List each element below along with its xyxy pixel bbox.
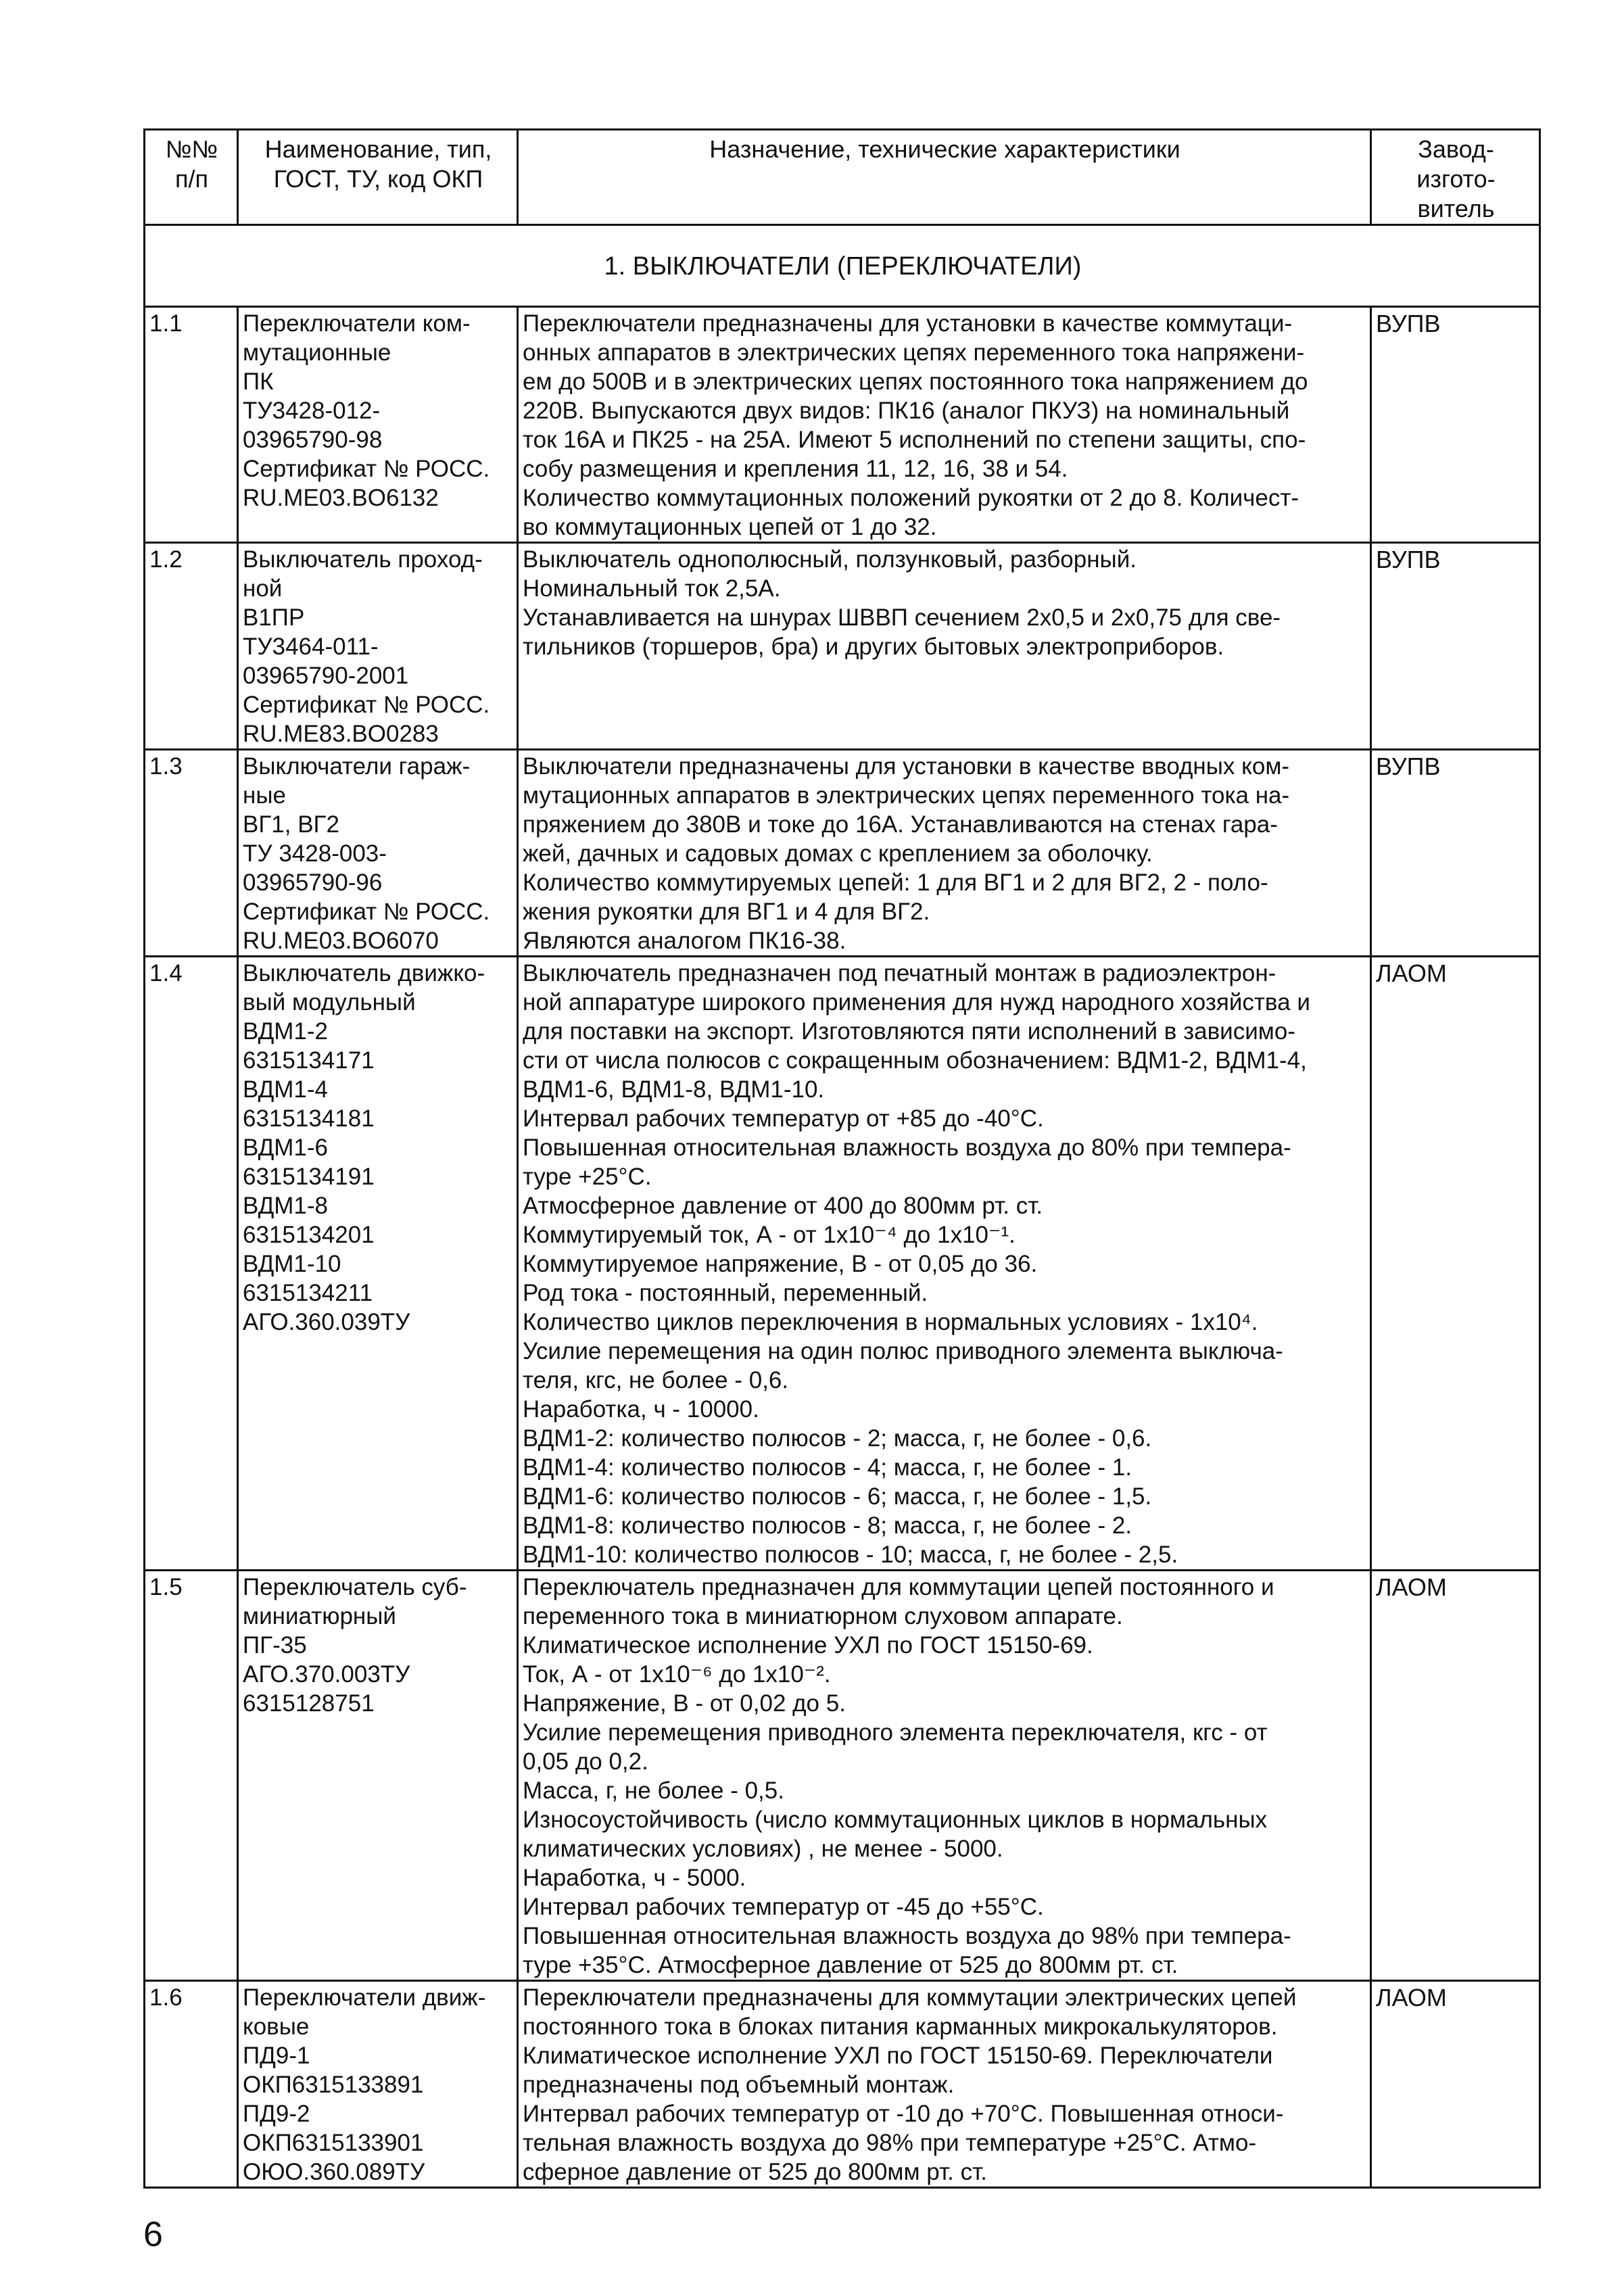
section-title: 1. ВЫКЛЮЧАТЕЛИ (ПЕРЕКЛЮЧАТЕЛИ) (145, 225, 1540, 307)
name-line: ТУ3464-011- (243, 634, 379, 660)
name-line: Переключатели ком- (243, 310, 471, 337)
row-description-cell (518, 957, 1371, 1571)
description-line: жей, дачных и садовых домах с креплением за оболочку. (523, 840, 1153, 867)
description-line: ВДМ1-10: количество полюсов - 10; масса, г, не более - 2,5. (523, 1542, 1178, 1568)
name-line: ВДМ1-2 (243, 1018, 329, 1045)
name-line: 6315134171 (243, 1047, 375, 1074)
name-line: мутационные (243, 339, 391, 366)
description-line: Повышенная относительная влажность воздуха до 98% при темпера- (523, 1923, 1291, 1949)
description-line: Коммутируемый ток, А - от 1х10⁻⁴ до 1х10⁻¹. (523, 1222, 1016, 1248)
row-name-cell (238, 1571, 518, 1981)
name-line: Переключатели движ- (243, 1984, 486, 2011)
name-line: Выключатель движко- (243, 960, 485, 986)
row-manufacturer: ЛАОМ (1371, 1571, 1540, 1981)
name-line: ВДМ1-4 (243, 1076, 329, 1103)
description-line: Наработка, ч - 10000. (523, 1396, 759, 1423)
name-line: Переключатель суб- (243, 1574, 467, 1600)
row-number: 1.4 (145, 957, 238, 1571)
row-description-cell (518, 543, 1371, 750)
row-manufacturer: ЛАОМ (1371, 957, 1540, 1571)
description-line: 220В. Выпускаются двух видов: ПК16 (аналог ПКУЗ) на номинальный (523, 398, 1290, 424)
name-line: 6315134181 (243, 1105, 375, 1132)
description-line: жения рукоятки для ВГ1 и 4 для ВГ2. (523, 899, 930, 925)
row-number: 1.2 (145, 543, 238, 750)
name-line: ВДМ1-10 (243, 1251, 341, 1277)
description-line: климатических условиях) , не менее - 5000. (523, 1836, 1003, 1862)
description-line: сферное давление от 525 до 800мм рт. ст. (523, 2159, 987, 2185)
row-number: 1.5 (145, 1571, 238, 1981)
description-line: мутационных аппаратов в электрических цепях переменного тока на- (523, 782, 1290, 809)
name-line: 6315134191 (243, 1164, 375, 1190)
description-line: Переключатели предназначены для установки в качестве коммутаци- (523, 310, 1293, 337)
name-line: ПК (243, 368, 274, 395)
description-line: постоянного тока в блоках питания карманных микрокалькуляторов. (523, 2013, 1278, 2040)
description-line: переменного тока в миниатюрном слуховом аппарате. (523, 1603, 1123, 1629)
description-line: Род тока - постоянный, переменный. (523, 1280, 928, 1306)
table-row (145, 1981, 1540, 2188)
description-line: ВДМ1-4: количество полюсов - 4; масса, г, не более - 1. (523, 1454, 1132, 1481)
table-row (145, 543, 1540, 750)
description-line: Выключатель однополюсный, ползунковый, разборный. (523, 546, 1137, 573)
description-line: собу размещения и крепления 11, 12, 16, 38 и 54. (523, 456, 1068, 482)
description-line: Напряжение, В - от 0,02 до 5. (523, 1690, 846, 1717)
name-line: ные (243, 782, 286, 809)
header-num: №№ п/п (145, 130, 238, 225)
description-line: туре +35°С. Атмосферное давление от 525 до 800мм рт. ст. (523, 1952, 1178, 1978)
row-manufacturer: ВУПВ (1371, 307, 1540, 543)
name-line: АГО.360.039ТУ (243, 1309, 410, 1335)
page-number: 6 (143, 2215, 163, 2254)
name-line: ПГ-35 (243, 1632, 307, 1658)
name-line: ОЮО.360.089ТУ (243, 2159, 425, 2185)
table-row (145, 1571, 1540, 1981)
description-line: теля, кгс, не более - 0,6. (523, 1367, 789, 1393)
table-row (145, 957, 1540, 1571)
row-number: 1.1 (145, 307, 238, 543)
name-line: В1ПР (243, 604, 305, 631)
description-line: онных аппаратов в электрических цепях переменного тока напряжени- (523, 339, 1305, 366)
description-line: Количество циклов переключения в нормальных условиях - 1х10⁴. (523, 1309, 1258, 1335)
table-row (145, 750, 1540, 957)
description-line: Являются аналогом ПК16-38. (523, 928, 846, 954)
description-line: тельная влажность воздуха до 98% при температуре +25°С. Атмо- (523, 2130, 1257, 2156)
description-line: сти от числа полюсов с сокращенным обозначением: ВДМ1-2, ВДМ1-4, (523, 1047, 1307, 1074)
name-line: ПД9-2 (243, 2101, 310, 2127)
row-manufacturer: ЛАОМ (1371, 1981, 1540, 2188)
row-number: 1.6 (145, 1981, 238, 2188)
description-line: Усилие перемещения приводного элемента переключателя, кгс - от (523, 1719, 1268, 1746)
section-row (145, 225, 1540, 307)
header-purpose: Назначение, технические характеристики (518, 130, 1371, 225)
row-name-cell (238, 750, 518, 957)
header-name: Наименование, тип, ГОСТ, ТУ, код ОКП (238, 130, 518, 225)
name-line: 6315134201 (243, 1222, 375, 1248)
name-line: Выключатель проход- (243, 546, 483, 573)
row-number: 1.3 (145, 750, 238, 957)
name-line: 6315134211 (243, 1280, 373, 1306)
description-line: ток 16А и ПК25 - на 25А. Имеют 5 исполнений по степени защиты, спо- (523, 427, 1306, 453)
row-name-cell (238, 307, 518, 543)
name-line: 03965790-96 (243, 869, 383, 896)
description-line: Переключатели предназначены для коммутации электрических цепей (523, 1984, 1297, 2011)
description-line: пряжением до 380В и токе до 16А. Устанавливаются на стенах гара- (523, 811, 1278, 838)
name-line: Выключатели гараж- (243, 753, 471, 780)
name-line: RU.ME03.BO6132 (243, 485, 439, 511)
document-page (143, 128, 1539, 2189)
description-line: Износоустойчивость (число коммутационных циклов в нормальных (523, 1807, 1268, 1833)
name-line: ТУ3428-012- (243, 398, 381, 424)
description-line: ВДМ1-2: количество полюсов - 2; масса, г, не более - 0,6. (523, 1425, 1152, 1452)
description-line: ной аппаратуре широкого применения для нужд народного хозяйства и (523, 989, 1310, 1016)
row-name-cell (238, 1981, 518, 2188)
description-line: Количество коммутируемых цепей: 1 для ВГ1 и 2 для ВГ2, 2 - поло- (523, 869, 1268, 896)
row-manufacturer: ВУПВ (1371, 543, 1540, 750)
description-line: Интервал рабочих температур от -45 до +55°С. (523, 1894, 1044, 1920)
description-line: во коммутационных цепей от 1 до 32. (523, 514, 937, 540)
description-line: тильников (торшеров, бра) и других бытовых электроприборов. (523, 634, 1224, 660)
description-line: предназначены под объемный монтаж. (523, 2072, 955, 2098)
name-line: ВДМ1-8 (243, 1193, 329, 1219)
description-line: Интервал рабочих температур от +85 до -40°С. (523, 1105, 1044, 1132)
description-line: ем до 500В и в электрических цепях постоянного тока напряжением до (523, 368, 1308, 395)
name-line: Сертификат № РОСС. (243, 899, 490, 925)
name-line: RU.ME03.BO6070 (243, 928, 439, 954)
table-row (145, 307, 1540, 543)
name-line: 6315128751 (243, 1690, 375, 1717)
description-line: Количество коммутационных положений рукоятки от 2 до 8. Количест- (523, 485, 1299, 511)
name-line: ВГ1, ВГ2 (243, 811, 339, 838)
name-line: ной (243, 575, 283, 602)
name-line: 03965790-98 (243, 427, 383, 453)
description-line: ВДМ1-8: количество полюсов - 8; масса, г, не более - 2. (523, 1512, 1132, 1539)
spec-table (143, 128, 1541, 2189)
name-line: ВДМ1-6 (243, 1135, 329, 1161)
description-line: Выключатели предназначены для установки в качестве вводных ком- (523, 753, 1290, 780)
row-description-cell (518, 1571, 1371, 1981)
name-line: RU.ME83.BO0283 (243, 721, 439, 747)
description-line: Переключатель предназначен для коммутации цепей постоянного и (523, 1574, 1274, 1600)
description-line: ВДМ1-6: количество полюсов - 6; масса, г, не более - 1,5. (523, 1483, 1152, 1510)
row-description-cell (518, 1981, 1371, 2188)
row-manufacturer: ВУПВ (1371, 750, 1540, 957)
description-line: Климатическое исполнение УХЛ по ГОСТ 15150-69. Переключатели (523, 2043, 1273, 2069)
name-line: ковые (243, 2013, 310, 2040)
name-line: ОКП6315133901 (243, 2130, 424, 2156)
description-line: Ток, А - от 1х10⁻⁶ до 1х10⁻². (523, 1661, 831, 1688)
name-line: Сертификат № РОСС. (243, 692, 490, 718)
row-description-cell (518, 750, 1371, 957)
name-line: АГО.370.003ТУ (243, 1661, 410, 1688)
name-line: миниатюрный (243, 1603, 396, 1629)
description-line: Интервал рабочих температур от -10 до +70°С. Повышенная относи- (523, 2101, 1284, 2127)
description-line: Коммутируемое напряжение, В - от 0,05 до 36. (523, 1251, 1038, 1277)
description-line: Климатическое исполнение УХЛ по ГОСТ 15150-69. (523, 1632, 1093, 1658)
name-line: ОКП6315133891 (243, 2072, 424, 2098)
description-line: Устанавливается на шнурах ШВВП сечением 2х0,5 и 2х0,75 для све- (523, 604, 1281, 631)
row-name-cell (238, 957, 518, 1571)
description-line: туре +25°С. (523, 1164, 652, 1190)
description-line: 0,05 до 0,2. (523, 1748, 648, 1775)
name-line: вый модульный (243, 989, 416, 1016)
description-line: Наработка, ч - 5000. (523, 1865, 746, 1891)
description-line: Атмосферное давление от 400 до 800мм рт. ст. (523, 1193, 1043, 1219)
description-line: для поставки на экспорт. Изготовляются пяти исполнений в зависимо- (523, 1018, 1295, 1045)
name-line: 03965790-2001 (243, 663, 409, 689)
name-line: Сертификат № РОСС. (243, 456, 490, 482)
description-line: Номинальный ток 2,5А. (523, 575, 781, 602)
header-maker: Завод- изгото- витель (1371, 130, 1540, 225)
row-name-cell (238, 543, 518, 750)
description-line: Выключатель предназначен под печатный монтаж в радиоэлектрон- (523, 960, 1276, 986)
description-line: Масса, г, не более - 0,5. (523, 1777, 784, 1804)
name-line: ПД9-1 (243, 2043, 310, 2069)
description-line: ВДМ1-6, ВДМ1-8, ВДМ1-10. (523, 1076, 825, 1103)
description-line: Усилие перемещения на один полюс приводного элемента выключа- (523, 1338, 1283, 1364)
row-description-cell (518, 307, 1371, 543)
description-line: Повышенная относительная влажность воздуха до 80% при темпера- (523, 1135, 1291, 1161)
table-header-row (145, 130, 1540, 225)
name-line: ТУ 3428-003- (243, 840, 387, 867)
